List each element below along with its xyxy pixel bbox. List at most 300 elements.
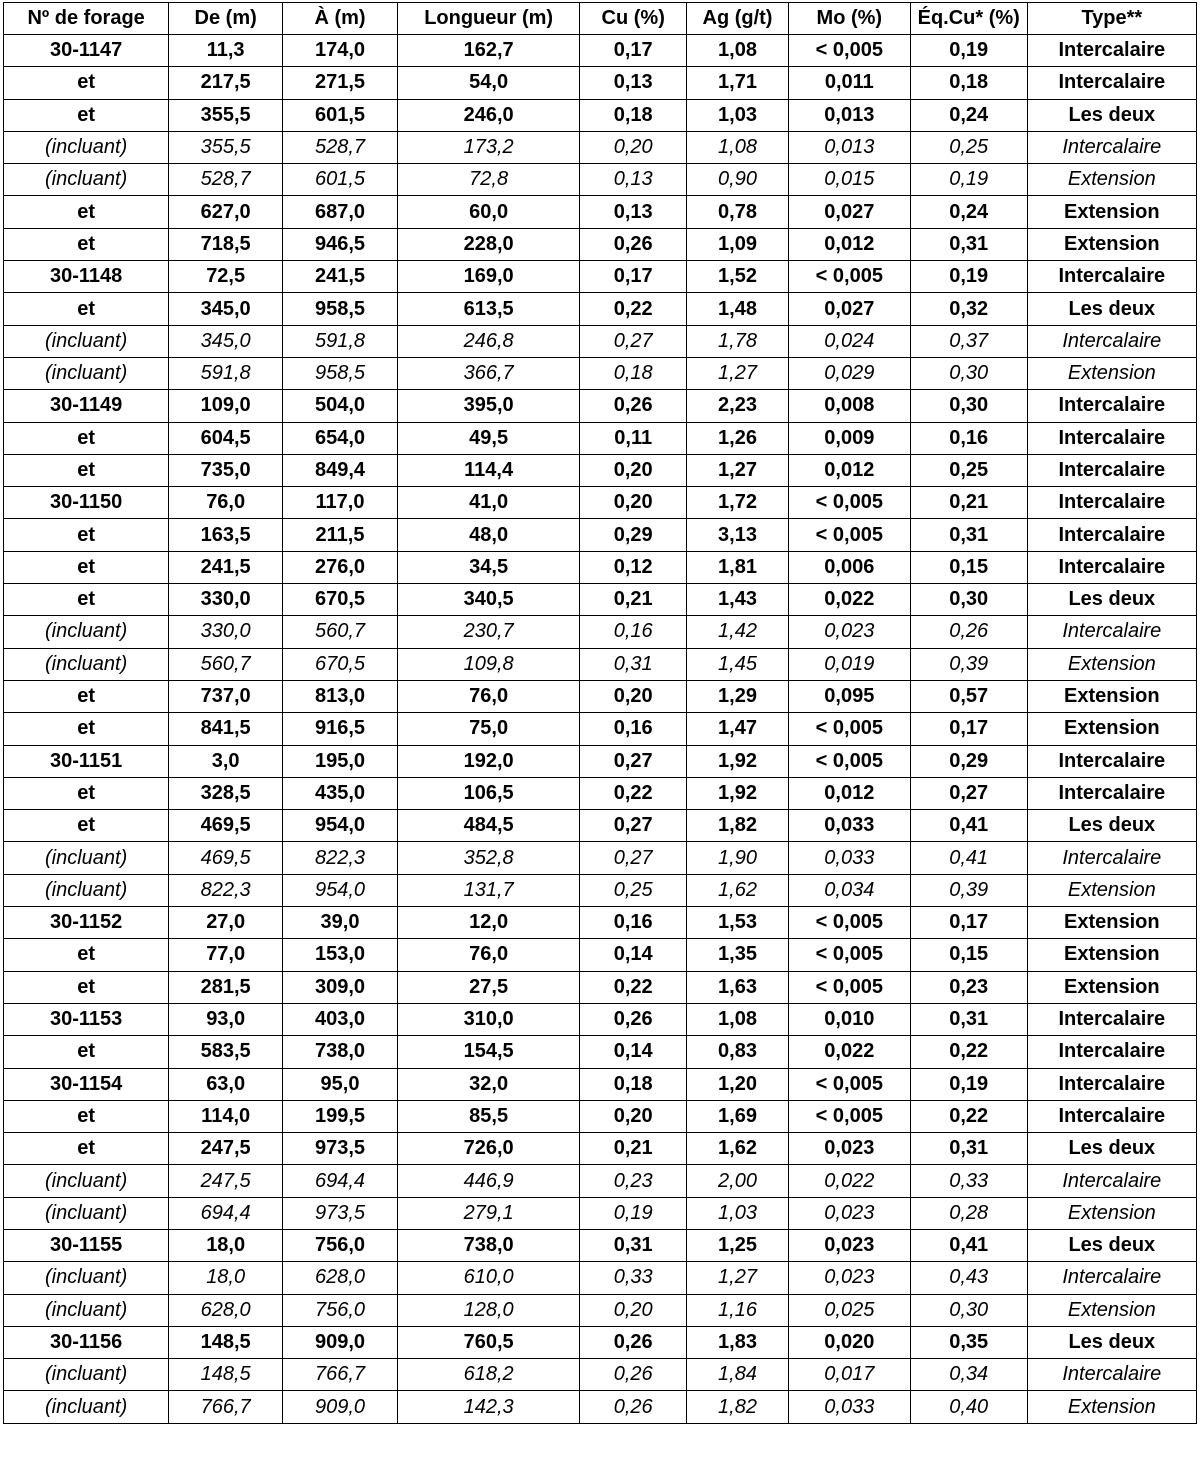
cell-mo: 0,010: [788, 1003, 910, 1035]
cell-ag: 1,26: [687, 422, 789, 454]
cell-mo: 0,033: [788, 842, 910, 874]
cell-mo: 0,029: [788, 357, 910, 389]
cell-length: 340,5: [397, 584, 579, 616]
cell-ag: 1,81: [687, 551, 789, 583]
header-cu: Cu (%): [580, 3, 687, 35]
cell-cu-equivalent: 0,25: [910, 454, 1027, 486]
cell-ag: 1,16: [687, 1294, 789, 1326]
table-row: [4, 422, 1197, 454]
cell-to: 601,5: [283, 99, 398, 131]
cell-ag: 1,09: [687, 228, 789, 260]
cell-length: 484,5: [397, 810, 579, 842]
cell-ag: 1,90: [687, 842, 789, 874]
cell-from: 345,0: [169, 325, 283, 357]
cell-from: 737,0: [169, 680, 283, 712]
cell-length: 48,0: [397, 519, 579, 551]
cell-from: 560,7: [169, 648, 283, 680]
cell-from: 469,5: [169, 810, 283, 842]
cell-ag: 1,25: [687, 1229, 789, 1261]
cell-cu-equivalent: 0,28: [910, 1197, 1027, 1229]
cell-cu-equivalent: 0,31: [910, 228, 1027, 260]
cell-from: 355,5: [169, 131, 283, 163]
table-row: [4, 1036, 1197, 1068]
cell-mo: 0,013: [788, 99, 910, 131]
cell-cu-equivalent: 0,41: [910, 1229, 1027, 1261]
cell-cu: 0,11: [580, 422, 687, 454]
table-row: [4, 1262, 1197, 1294]
cell-length: 49,5: [397, 422, 579, 454]
header-hole-number: Nº de forage: [4, 3, 169, 35]
cell-ag: 1,62: [687, 874, 789, 906]
cell-cu-equivalent: 0,23: [910, 971, 1027, 1003]
cell-ag: 0,78: [687, 196, 789, 228]
cell-length: 142,3: [397, 1391, 579, 1423]
cell-cu-equivalent: 0,43: [910, 1262, 1027, 1294]
cell-hole-number: et: [4, 67, 169, 99]
cell-type: Intercalaire: [1027, 131, 1196, 163]
cell-from: 628,0: [169, 1294, 283, 1326]
cell-mo: < 0,005: [788, 1100, 910, 1132]
table-row: [4, 196, 1197, 228]
cell-cu-equivalent: 0,27: [910, 777, 1027, 809]
cell-cu-equivalent: 0,39: [910, 648, 1027, 680]
cell-cu: 0,18: [580, 99, 687, 131]
cell-length: 34,5: [397, 551, 579, 583]
cell-length: 610,0: [397, 1262, 579, 1294]
cell-cu: 0,31: [580, 1229, 687, 1261]
cell-cu: 0,20: [580, 454, 687, 486]
cell-length: 613,5: [397, 293, 579, 325]
cell-to: 954,0: [283, 874, 398, 906]
cell-cu-equivalent: 0,24: [910, 99, 1027, 131]
cell-mo: 0,023: [788, 1262, 910, 1294]
cell-type: Extension: [1027, 939, 1196, 971]
cell-cu: 0,19: [580, 1197, 687, 1229]
cell-type: Intercalaire: [1027, 67, 1196, 99]
header-to: À (m): [283, 3, 398, 35]
cell-to: 435,0: [283, 777, 398, 809]
cell-hole-number: 30-1147: [4, 35, 169, 67]
table-row: [4, 228, 1197, 260]
cell-cu: 0,26: [580, 390, 687, 422]
cell-cu: 0,20: [580, 1100, 687, 1132]
cell-type: Intercalaire: [1027, 261, 1196, 293]
cell-ag: 1,52: [687, 261, 789, 293]
cell-ag: 1,27: [687, 1262, 789, 1294]
cell-length: 76,0: [397, 939, 579, 971]
cell-cu: 0,27: [580, 745, 687, 777]
cell-cu-equivalent: 0,31: [910, 519, 1027, 551]
cell-type: Intercalaire: [1027, 422, 1196, 454]
table-row: [4, 131, 1197, 163]
cell-type: Intercalaire: [1027, 35, 1196, 67]
table-row: [4, 487, 1197, 519]
header-ag: Ag (g/t): [687, 3, 789, 35]
cell-to: 822,3: [283, 842, 398, 874]
header-from: De (m): [169, 3, 283, 35]
cell-cu-equivalent: 0,21: [910, 487, 1027, 519]
cell-mo: < 0,005: [788, 713, 910, 745]
cell-hole-number: et: [4, 810, 169, 842]
table-row: [4, 1359, 1197, 1391]
cell-type: Intercalaire: [1027, 325, 1196, 357]
table-row: [4, 293, 1197, 325]
cell-length: 162,7: [397, 35, 579, 67]
cell-to: 241,5: [283, 261, 398, 293]
cell-cu-equivalent: 0,41: [910, 810, 1027, 842]
cell-cu: 0,23: [580, 1165, 687, 1197]
cell-hole-number: 30-1156: [4, 1326, 169, 1358]
cell-length: 352,8: [397, 842, 579, 874]
cell-type: Intercalaire: [1027, 842, 1196, 874]
cell-cu: 0,21: [580, 1133, 687, 1165]
cell-hole-number: 30-1149: [4, 390, 169, 422]
cell-mo: 0,023: [788, 616, 910, 648]
cell-ag: 1,82: [687, 810, 789, 842]
cell-cu-equivalent: 0,30: [910, 1294, 1027, 1326]
cell-to: 694,4: [283, 1165, 398, 1197]
cell-length: 76,0: [397, 680, 579, 712]
cell-cu-equivalent: 0,37: [910, 325, 1027, 357]
table-row: [4, 1391, 1197, 1423]
cell-length: 131,7: [397, 874, 579, 906]
cell-type: Intercalaire: [1027, 1359, 1196, 1391]
cell-cu: 0,18: [580, 357, 687, 389]
cell-type: Les deux: [1027, 1133, 1196, 1165]
cell-length: 618,2: [397, 1359, 579, 1391]
cell-to: 958,5: [283, 293, 398, 325]
cell-from: 247,5: [169, 1133, 283, 1165]
cell-from: 93,0: [169, 1003, 283, 1035]
cell-type: Extension: [1027, 1391, 1196, 1423]
cell-cu-equivalent: 0,25: [910, 131, 1027, 163]
cell-mo: < 0,005: [788, 519, 910, 551]
cell-type: Extension: [1027, 196, 1196, 228]
cell-hole-number: et: [4, 971, 169, 1003]
cell-cu-equivalent: 0,31: [910, 1003, 1027, 1035]
cell-hole-number: (incluant): [4, 842, 169, 874]
cell-mo: < 0,005: [788, 907, 910, 939]
cell-cu-equivalent: 0,15: [910, 939, 1027, 971]
cell-cu: 0,20: [580, 1294, 687, 1326]
cell-cu: 0,21: [580, 584, 687, 616]
cell-length: 169,0: [397, 261, 579, 293]
cell-ag: 1,78: [687, 325, 789, 357]
cell-to: 946,5: [283, 228, 398, 260]
cell-type: Extension: [1027, 164, 1196, 196]
cell-mo: 0,095: [788, 680, 910, 712]
table-row: [4, 390, 1197, 422]
cell-type: Intercalaire: [1027, 1036, 1196, 1068]
cell-mo: 0,015: [788, 164, 910, 196]
cell-cu: 0,13: [580, 164, 687, 196]
table-row: [4, 261, 1197, 293]
cell-from: 27,0: [169, 907, 283, 939]
cell-hole-number: et: [4, 584, 169, 616]
cell-to: 174,0: [283, 35, 398, 67]
cell-to: 628,0: [283, 1262, 398, 1294]
cell-ag: 1,62: [687, 1133, 789, 1165]
cell-from: 583,5: [169, 1036, 283, 1068]
cell-hole-number: 30-1153: [4, 1003, 169, 1035]
cell-hole-number: et: [4, 519, 169, 551]
cell-ag: 2,00: [687, 1165, 789, 1197]
cell-from: 694,4: [169, 1197, 283, 1229]
cell-from: 604,5: [169, 422, 283, 454]
cell-from: 247,5: [169, 1165, 283, 1197]
cell-hole-number: (incluant): [4, 1197, 169, 1229]
cell-hole-number: (incluant): [4, 131, 169, 163]
cell-mo: < 0,005: [788, 745, 910, 777]
cell-hole-number: et: [4, 777, 169, 809]
cell-to: 954,0: [283, 810, 398, 842]
table-row: [4, 584, 1197, 616]
cell-cu: 0,29: [580, 519, 687, 551]
cell-hole-number: et: [4, 551, 169, 583]
cell-cu-equivalent: 0,34: [910, 1359, 1027, 1391]
cell-length: 109,8: [397, 648, 579, 680]
cell-to: 153,0: [283, 939, 398, 971]
cell-mo: 0,020: [788, 1326, 910, 1358]
cell-hole-number: (incluant): [4, 648, 169, 680]
cell-ag: 1,83: [687, 1326, 789, 1358]
cell-ag: 1,45: [687, 648, 789, 680]
cell-cu: 0,27: [580, 325, 687, 357]
cell-from: 735,0: [169, 454, 283, 486]
cell-type: Les deux: [1027, 584, 1196, 616]
cell-hole-number: et: [4, 1100, 169, 1132]
cell-cu-equivalent: 0,19: [910, 35, 1027, 67]
cell-mo: < 0,005: [788, 939, 910, 971]
cell-hole-number: et: [4, 228, 169, 260]
cell-hole-number: et: [4, 422, 169, 454]
cell-cu: 0,16: [580, 907, 687, 939]
cell-mo: 0,012: [788, 777, 910, 809]
cell-type: Les deux: [1027, 810, 1196, 842]
cell-type: Extension: [1027, 357, 1196, 389]
cell-to: 601,5: [283, 164, 398, 196]
cell-from: 822,3: [169, 874, 283, 906]
cell-cu: 0,13: [580, 67, 687, 99]
cell-from: 72,5: [169, 261, 283, 293]
cell-hole-number: et: [4, 939, 169, 971]
cell-hole-number: (incluant): [4, 874, 169, 906]
cell-from: 718,5: [169, 228, 283, 260]
cell-mo: 0,019: [788, 648, 910, 680]
table-row: [4, 1229, 1197, 1261]
cell-cu-equivalent: 0,16: [910, 422, 1027, 454]
cell-to: 309,0: [283, 971, 398, 1003]
cell-to: 117,0: [283, 487, 398, 519]
cell-length: 106,5: [397, 777, 579, 809]
cell-mo: 0,023: [788, 1229, 910, 1261]
cell-to: 756,0: [283, 1229, 398, 1261]
cell-length: 12,0: [397, 907, 579, 939]
cell-cu-equivalent: 0,18: [910, 67, 1027, 99]
cell-cu-equivalent: 0,35: [910, 1326, 1027, 1358]
cell-hole-number: (incluant): [4, 1391, 169, 1423]
table-row: [4, 164, 1197, 196]
cell-ag: 1,84: [687, 1359, 789, 1391]
cell-length: 310,0: [397, 1003, 579, 1035]
cell-from: 114,0: [169, 1100, 283, 1132]
cell-cu: 0,22: [580, 971, 687, 1003]
cell-mo: 0,022: [788, 1036, 910, 1068]
cell-from: 11,3: [169, 35, 283, 67]
cell-ag: 0,90: [687, 164, 789, 196]
cell-cu-equivalent: 0,17: [910, 907, 1027, 939]
cell-to: 211,5: [283, 519, 398, 551]
cell-ag: 1,27: [687, 357, 789, 389]
table-row: [4, 777, 1197, 809]
cell-cu: 0,14: [580, 1036, 687, 1068]
cell-cu-equivalent: 0,31: [910, 1133, 1027, 1165]
cell-cu-equivalent: 0,22: [910, 1036, 1027, 1068]
cell-cu-equivalent: 0,26: [910, 616, 1027, 648]
cell-to: 849,4: [283, 454, 398, 486]
cell-cu-equivalent: 0,30: [910, 357, 1027, 389]
cell-cu-equivalent: 0,19: [910, 1068, 1027, 1100]
cell-from: 355,5: [169, 99, 283, 131]
cell-ag: 1,42: [687, 616, 789, 648]
header-mo: Mo (%): [788, 3, 910, 35]
cell-cu: 0,20: [580, 487, 687, 519]
cell-cu-equivalent: 0,40: [910, 1391, 1027, 1423]
cell-cu: 0,26: [580, 1391, 687, 1423]
table-row: [4, 1133, 1197, 1165]
cell-ag: 1,82: [687, 1391, 789, 1423]
header-length: Longueur (m): [397, 3, 579, 35]
cell-cu-equivalent: 0,17: [910, 713, 1027, 745]
cell-mo: < 0,005: [788, 487, 910, 519]
cell-cu-equivalent: 0,24: [910, 196, 1027, 228]
cell-from: 148,5: [169, 1359, 283, 1391]
table-row: [4, 971, 1197, 1003]
cell-to: 654,0: [283, 422, 398, 454]
table-row: [4, 648, 1197, 680]
cell-mo: 0,022: [788, 1165, 910, 1197]
cell-mo: 0,027: [788, 196, 910, 228]
cell-from: 63,0: [169, 1068, 283, 1100]
cell-mo: 0,025: [788, 1294, 910, 1326]
table-row: [4, 357, 1197, 389]
cell-to: 670,5: [283, 584, 398, 616]
cell-hole-number: 30-1154: [4, 1068, 169, 1100]
cell-length: 114,4: [397, 454, 579, 486]
cell-ag: 1,03: [687, 1197, 789, 1229]
cell-from: 841,5: [169, 713, 283, 745]
cell-hole-number: 30-1150: [4, 487, 169, 519]
cell-to: 916,5: [283, 713, 398, 745]
cell-type: Intercalaire: [1027, 1003, 1196, 1035]
cell-cu: 0,17: [580, 261, 687, 293]
cell-hole-number: 30-1155: [4, 1229, 169, 1261]
cell-type: Extension: [1027, 680, 1196, 712]
cell-hole-number: et: [4, 680, 169, 712]
cell-to: 199,5: [283, 1100, 398, 1132]
cell-mo: 0,034: [788, 874, 910, 906]
cell-ag: 1,27: [687, 454, 789, 486]
cell-from: 330,0: [169, 616, 283, 648]
cell-length: 760,5: [397, 1326, 579, 1358]
cell-to: 958,5: [283, 357, 398, 389]
cell-hole-number: (incluant): [4, 1165, 169, 1197]
table-row: [4, 1294, 1197, 1326]
cell-length: 32,0: [397, 1068, 579, 1100]
cell-mo: 0,013: [788, 131, 910, 163]
cell-to: 766,7: [283, 1359, 398, 1391]
cell-type: Les deux: [1027, 1229, 1196, 1261]
table-row: [4, 874, 1197, 906]
cell-to: 528,7: [283, 131, 398, 163]
table-row: [4, 1197, 1197, 1229]
cell-ag: 1,03: [687, 99, 789, 131]
cell-from: 528,7: [169, 164, 283, 196]
table-row: [4, 939, 1197, 971]
cell-ag: 1,71: [687, 67, 789, 99]
cell-to: 560,7: [283, 616, 398, 648]
cell-mo: 0,033: [788, 810, 910, 842]
cell-to: 95,0: [283, 1068, 398, 1100]
cell-mo: 0,023: [788, 1197, 910, 1229]
cell-ag: 1,63: [687, 971, 789, 1003]
table-row: [4, 1326, 1197, 1358]
cell-mo: 0,033: [788, 1391, 910, 1423]
table-row: [4, 1068, 1197, 1100]
cell-mo: < 0,005: [788, 261, 910, 293]
cell-length: 446,9: [397, 1165, 579, 1197]
table-row: [4, 680, 1197, 712]
cell-cu: 0,17: [580, 35, 687, 67]
cell-cu: 0,33: [580, 1262, 687, 1294]
table-row: [4, 616, 1197, 648]
cell-from: 18,0: [169, 1229, 283, 1261]
cell-mo: 0,017: [788, 1359, 910, 1391]
cell-from: 591,8: [169, 357, 283, 389]
cell-mo: 0,024: [788, 325, 910, 357]
cell-ag: 1,08: [687, 131, 789, 163]
cell-from: 330,0: [169, 584, 283, 616]
cell-cu: 0,12: [580, 551, 687, 583]
cell-type: Intercalaire: [1027, 519, 1196, 551]
cell-ag: 1,35: [687, 939, 789, 971]
cell-from: 18,0: [169, 1262, 283, 1294]
cell-to: 39,0: [283, 907, 398, 939]
cell-type: Les deux: [1027, 293, 1196, 325]
cell-cu-equivalent: 0,19: [910, 261, 1027, 293]
cell-ag: 1,92: [687, 777, 789, 809]
cell-cu-equivalent: 0,57: [910, 680, 1027, 712]
cell-mo: 0,009: [788, 422, 910, 454]
cell-to: 813,0: [283, 680, 398, 712]
cell-cu: 0,16: [580, 713, 687, 745]
cell-ag: 1,29: [687, 680, 789, 712]
cell-from: 627,0: [169, 196, 283, 228]
cell-cu-equivalent: 0,15: [910, 551, 1027, 583]
cell-from: 345,0: [169, 293, 283, 325]
cell-length: 726,0: [397, 1133, 579, 1165]
cell-to: 276,0: [283, 551, 398, 583]
cell-mo: 0,011: [788, 67, 910, 99]
table-row: [4, 1100, 1197, 1132]
cell-type: Extension: [1027, 713, 1196, 745]
cell-type: Les deux: [1027, 99, 1196, 131]
cell-cu: 0,27: [580, 842, 687, 874]
cell-from: 76,0: [169, 487, 283, 519]
cell-to: 738,0: [283, 1036, 398, 1068]
cell-mo: 0,027: [788, 293, 910, 325]
cell-from: 217,5: [169, 67, 283, 99]
